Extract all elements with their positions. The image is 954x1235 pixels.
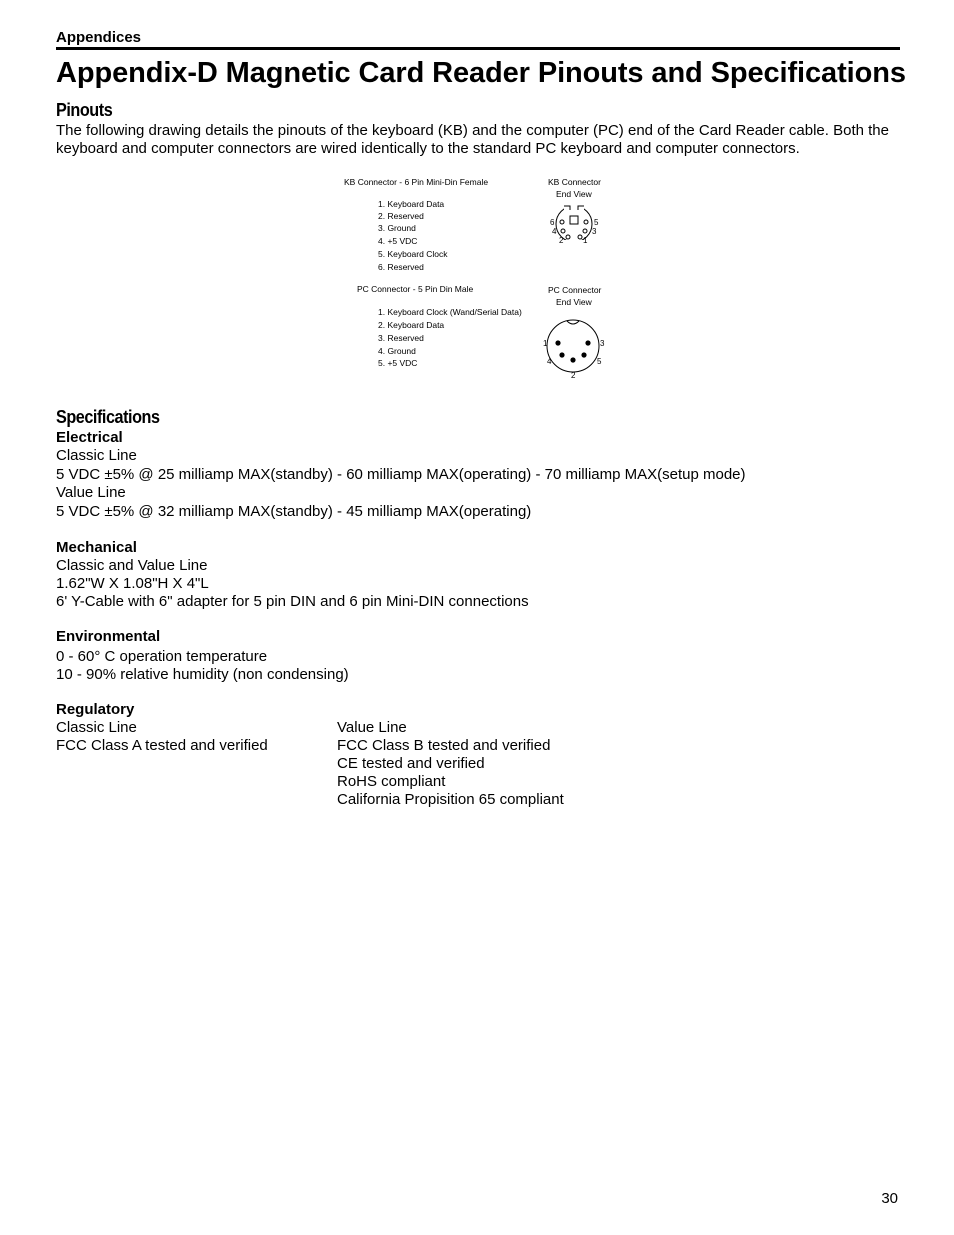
regulatory-value-line: California Propisition 65 compliant bbox=[337, 791, 564, 808]
pc-pin-item: 5. +5 VDC bbox=[378, 358, 418, 368]
electrical-line: Classic Line bbox=[56, 447, 137, 464]
pc-pin-item: 3. Reserved bbox=[378, 333, 424, 343]
kb-pin-item: 4. +5 VDC bbox=[378, 236, 418, 246]
regulatory-value-line: CE tested and verified bbox=[337, 755, 485, 772]
mechanical-heading: Mechanical bbox=[56, 539, 137, 556]
kb-pin-label: 5 bbox=[594, 218, 599, 227]
environmental-line: 10 - 90% relative humidity (non condensing) bbox=[56, 666, 349, 683]
header-rule bbox=[56, 47, 900, 50]
pc-pin-label: 3 bbox=[600, 339, 605, 348]
pinouts-intro: The following drawing details the pinouts of the keyboard (KB) and the computer (PC) end of the Card Reader cable. Both the keyboard and computer connectors are wired identically to the standard PC keyboard and computer connectors. bbox=[56, 122, 889, 157]
kb-caption: KB Connector - 6 Pin Mini-Din Female bbox=[344, 177, 489, 187]
specifications-heading: Specifications bbox=[56, 407, 160, 427]
pc-connector-diagram bbox=[536, 312, 610, 382]
mechanical-line: 6' Y-Cable with 6" adapter for 5 pin DIN and 6 pin Mini-DIN connections bbox=[56, 593, 529, 610]
pc-pin-label: 1 bbox=[543, 339, 548, 348]
kb-pin-label: 4 bbox=[552, 227, 557, 236]
regulatory-classic-line: FCC Class A tested and verified bbox=[56, 737, 268, 754]
pc-view-subtitle: End View bbox=[556, 297, 592, 307]
page-title: Appendix-D Magnetic Card Reader Pinouts and Specifications bbox=[56, 57, 906, 89]
pc-pin-label: 2 bbox=[571, 371, 576, 380]
electrical-heading: Electrical bbox=[56, 429, 123, 446]
pc-key-notch bbox=[567, 321, 579, 324]
kb-view-subtitle: End View bbox=[556, 189, 592, 199]
page-number: 30 bbox=[881, 1190, 898, 1207]
pc-view-title: PC Connector bbox=[548, 285, 602, 295]
kb-connector-diagram bbox=[540, 200, 610, 248]
mechanical-block bbox=[56, 557, 529, 611]
electrical-line: 5 VDC ±5% @ 25 milliamp MAX(standby) - 60 milliamp MAX(operating) - 70 milliamp MAX(setup mode) bbox=[56, 466, 746, 483]
kb-view-title: KB Connector bbox=[548, 177, 601, 187]
kb-pin-item: 3. Ground bbox=[378, 223, 416, 233]
mechanical-line: 1.62"W X 1.08"H X 4"L bbox=[56, 575, 209, 592]
regulatory-value-line: Value Line bbox=[337, 719, 407, 736]
pc-pin-item: 1. Keyboard Clock (Wand/Serial Data) bbox=[378, 307, 522, 317]
pc-pin-item: 4. Ground bbox=[378, 346, 416, 356]
regulatory-heading: Regulatory bbox=[56, 701, 135, 718]
kb-pin-label: 2 bbox=[559, 236, 564, 245]
environmental-heading: Environmental bbox=[56, 628, 161, 645]
kb-center-key bbox=[570, 216, 578, 224]
section-header: Appendices bbox=[56, 29, 142, 46]
regulatory-value-line: RoHS compliant bbox=[337, 773, 446, 790]
pc-pin-label: 4 bbox=[547, 357, 552, 366]
kb-pin-item: 6. Reserved bbox=[378, 262, 424, 272]
kb-pin-item: 1. Keyboard Data bbox=[378, 199, 445, 209]
kb-pin-label: 3 bbox=[592, 227, 597, 236]
electrical-block bbox=[56, 447, 746, 521]
pinouts-heading: Pinouts bbox=[56, 100, 113, 120]
pc-caption: PC Connector - 5 Pin Din Male bbox=[357, 284, 474, 294]
pc-pin-label: 5 bbox=[597, 357, 602, 366]
regulatory-classic-column bbox=[56, 719, 268, 755]
kb-pin-item: 2. Reserved bbox=[378, 211, 424, 221]
regulatory-value-line: FCC Class B tested and verified bbox=[337, 737, 551, 754]
pc-pin-item: 2. Keyboard Data bbox=[378, 320, 445, 330]
mechanical-line: Classic and Value Line bbox=[56, 557, 208, 574]
kb-pin-label: 6 bbox=[550, 218, 555, 227]
regulatory-classic-line: Classic Line bbox=[56, 719, 137, 736]
kb-pin-item: 5. Keyboard Clock bbox=[378, 249, 448, 259]
kb-pin-label: 1 bbox=[583, 236, 588, 245]
environmental-line: 0 - 60° C operation temperature bbox=[56, 648, 268, 665]
electrical-line: Value Line bbox=[56, 484, 126, 501]
regulatory-value-column bbox=[337, 719, 564, 809]
electrical-line: 5 VDC ±5% @ 32 milliamp MAX(standby) - 45 milliamp MAX(operating) bbox=[56, 503, 532, 520]
environmental-block bbox=[56, 648, 349, 684]
